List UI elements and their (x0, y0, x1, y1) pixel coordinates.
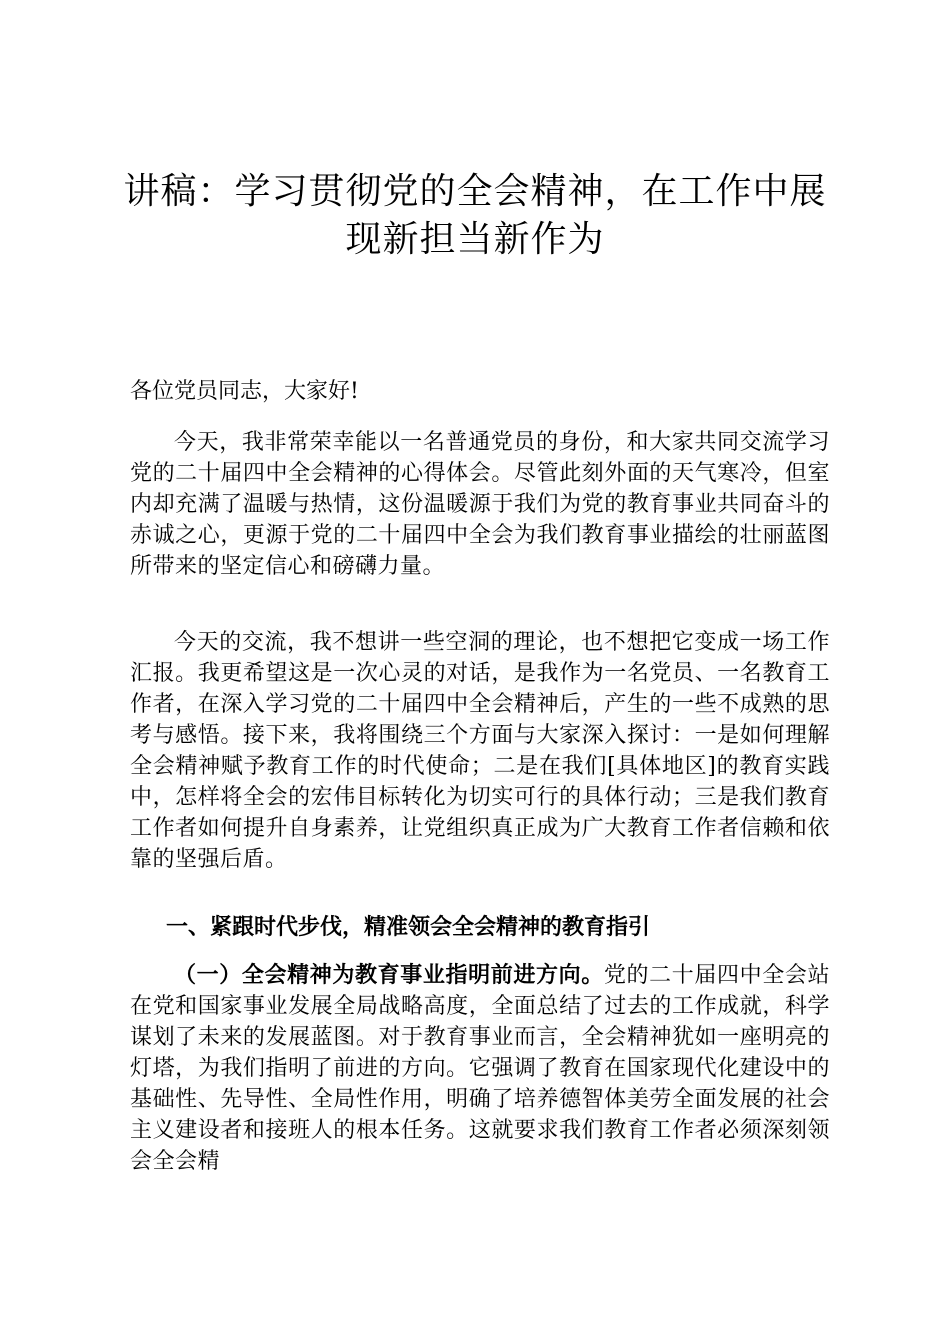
paragraph-3-lead: （一）全会精神为教育事业指明前进方向。 (174, 963, 604, 988)
paragraph-1: 今天，我非常荣幸能以一名普通党员的身份，和大家共同交流学习党的二十届四中全会精神的心得体会。尽管此刻外面的天气寒冷，但室内却充满了温暖与热情，这份温暖源于我们为党的教育事业共同奋斗的赤诚之心，更源于党的二十届四中全会为我们教育事业描绘的壮丽蓝图所带来的坚定信心和磅礴力量。 (130, 430, 830, 579)
section-heading: 一、紧跟时代步伐，精准领会全会精神的教育指引 (166, 915, 651, 940)
greeting: 各位党员同志，大家好! (130, 379, 359, 404)
paragraph-2: 今天的交流，我不想讲一些空洞的理论，也不想把它变成一场工作汇报。我更希望这是一次心灵的对话，是我作为一名党员、一名教育工作者，在深入学习党的二十届四中全会精神后，产生的一些不成熟的思考与感悟。接下来，我将围绕三个方面与大家深入探讨：一是如何理解全会精神赋予教育工作的时代使命；二是在我们[具体地区]的教育实践中，怎样将全会的宏伟目标转化为切实可行的具体行动；三是我们教育工作者如何提升自身素养，让党组织真正成为广大教育工作者信赖和依靠的坚强后盾。 (130, 630, 830, 872)
document-title: 讲稿：学习贯彻党的全会精神，在工作中展现新担当新作为 (123, 171, 827, 260)
paragraph-3-body: 党的二十届四中全会站在党和国家事业发展全局战略高度，全面总结了过去的工作成就，科学谋划了未来的发展蓝图。对于教育事业而言，全会精神犹如一座明亮的灯塔，为我们指明了前进的方向。它强调了教育在国家现代化建设中的基础性、先导性、全局性作用，明确了培养德智体美劳全面发展的社会主义建设者和接班人的根本任务。这就要求我们教育工作者必须深刻领会全会精 (130, 963, 830, 1174)
paragraph-3 (130, 960, 830, 1177)
